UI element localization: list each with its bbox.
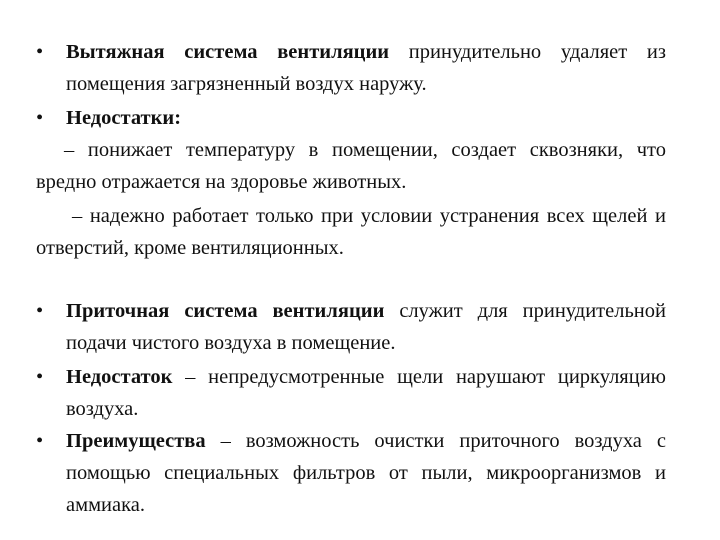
bullet-description: – возможность очистки приточного воздуха с помощью специальных фильтров от пыли, микроорганизмов и аммиака. <box>66 430 666 516</box>
bullet-marker: • <box>36 366 44 388</box>
bullet-marker: • <box>36 41 44 63</box>
bullet-text <box>66 361 666 425</box>
bullet-text <box>66 425 666 521</box>
bullet-item-disadvantages <box>36 102 666 134</box>
bullet-item-exhaust-system <box>36 36 666 100</box>
bullet-text <box>66 36 666 100</box>
bold-term: Вытяжная система вентиляции <box>66 41 390 63</box>
disadvantage-paragraph-1: – понижает температуру в помещении, создает сквозняки, что вредно отражается на здоровье животных. <box>36 139 666 193</box>
bullet-description: служит для принудительной подачи чистого воздуха в помещение. <box>66 300 666 354</box>
disadvantage-paragraph-2: – надежно работает только при условии устранения всех щелей и отверстий, кроме вентиляционных. <box>36 205 666 259</box>
bold-term: Преимущества <box>66 430 206 452</box>
bold-term: Недостаток <box>66 366 173 388</box>
bullet-item-disadvantage <box>36 361 666 425</box>
bullet-text <box>66 102 666 134</box>
bullet-item-supply-system <box>36 295 666 359</box>
bullet-marker: • <box>36 430 44 452</box>
bold-term: Недостатки: <box>66 107 182 129</box>
bullet-item-advantages <box>36 425 666 521</box>
bullet-marker: • <box>36 107 44 129</box>
bold-term: Приточная система вентиляции <box>66 300 385 322</box>
bullet-text <box>66 295 666 359</box>
bullet-marker: • <box>36 300 44 322</box>
bullet-description: принудительно удаляет из помещения загрязненный воздух наружу. <box>66 41 666 95</box>
bullet-description: – непредусмотренные щели нарушают циркуляцию воздуха. <box>66 366 666 420</box>
